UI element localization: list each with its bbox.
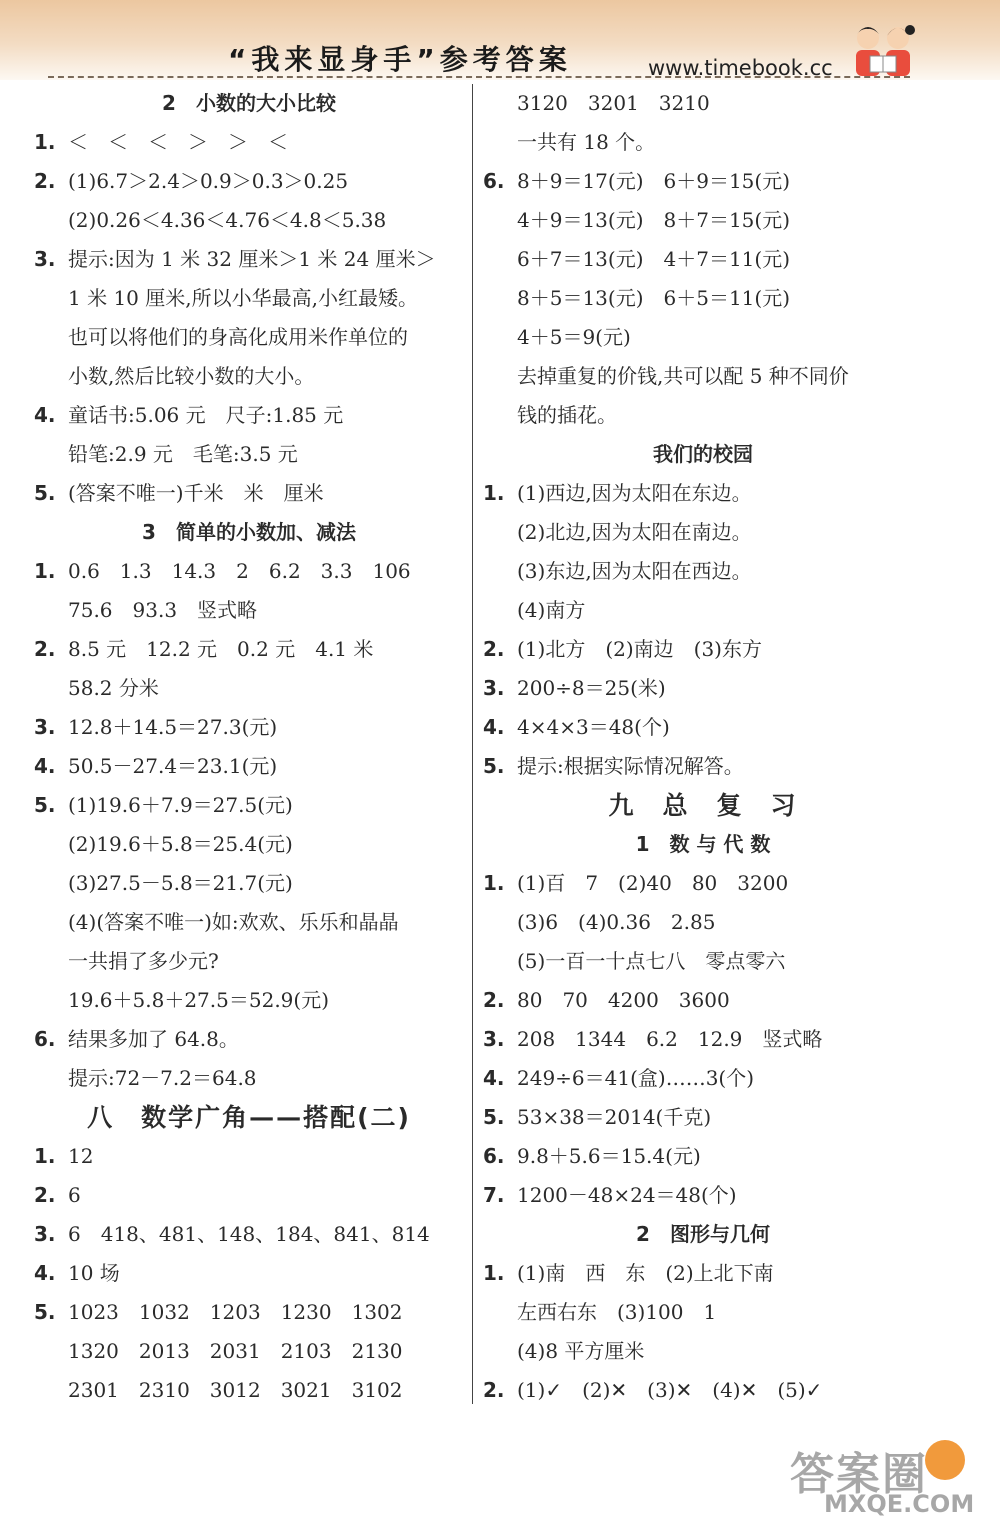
- answer-line: [34, 1371, 464, 1410]
- answer-text: 9.8＋5.6＝15.4(元): [517, 1144, 701, 1168]
- answer-line: [483, 1020, 923, 1059]
- watermark-site: MXQE.COM: [824, 1490, 975, 1518]
- answer-text: 3120 3201 3210: [517, 91, 710, 115]
- question-number: 1.: [34, 559, 56, 583]
- question-number: 3.: [34, 715, 56, 739]
- answer-text: 也可以将他们的身高化成用米作单位的: [68, 325, 408, 349]
- answer-text: 6: [68, 1183, 81, 1207]
- answer-text: (1)百 7 (2)40 80 3200: [517, 871, 789, 895]
- answer-line: [34, 1059, 464, 1098]
- question-number: 6.: [483, 169, 505, 193]
- answer-line: [34, 942, 464, 981]
- answer-text: 2301 2310 3012 3021 3102: [68, 1378, 403, 1402]
- question-number: 4.: [34, 754, 56, 778]
- answer-line: [483, 1176, 923, 1215]
- website-link[interactable]: www.timebook.cc: [648, 56, 833, 80]
- answer-line: [34, 1020, 464, 1059]
- answer-text: 80 70 4200 3600: [517, 988, 730, 1012]
- left-answer-column: [34, 84, 464, 1410]
- answer-line: [483, 1098, 923, 1137]
- answer-line: [483, 279, 923, 318]
- answer-line: [34, 474, 464, 513]
- answer-text: (1)南 西 东 (2)上北下南: [517, 1261, 774, 1285]
- answer-line: [483, 669, 923, 708]
- answer-line: [483, 396, 923, 435]
- answer-text: 0.6 1.3 14.3 2 6.2 3.3 106: [68, 559, 411, 583]
- answer-line: [483, 1059, 923, 1098]
- answer-text: (4)(答案不唯一)如:欢欢、乐乐和晶晶: [68, 910, 399, 934]
- answer-line: [34, 669, 464, 708]
- question-number: 4.: [483, 715, 505, 739]
- answer-line: [34, 1293, 464, 1332]
- question-number: 3.: [483, 1027, 505, 1051]
- answer-text: 提示:根据实际情况解答。: [517, 754, 744, 778]
- right-answer-column: [483, 84, 923, 1410]
- answer-line: [483, 357, 923, 396]
- question-number: 2.: [483, 988, 505, 1012]
- answer-text: 12: [68, 1144, 94, 1168]
- answer-text: (1)19.6＋7.9＝27.5(元): [68, 793, 293, 817]
- answer-line: [483, 747, 923, 786]
- answer-line: [34, 318, 464, 357]
- question-number: 7.: [483, 1183, 505, 1207]
- answer-line: [483, 1371, 923, 1410]
- answer-line: [34, 747, 464, 786]
- section-heading: 3 简单的小数加、减法: [142, 520, 356, 544]
- answer-text: (3)东边,因为太阳在西边。: [517, 559, 752, 583]
- answer-text: 249÷6＝41(盒)……3(个): [517, 1066, 755, 1090]
- answer-line: [34, 1254, 464, 1293]
- question-number: 1.: [483, 871, 505, 895]
- watermark: [790, 1438, 990, 1518]
- answer-line: [483, 240, 923, 279]
- answer-text: 58.2 分米: [68, 676, 159, 700]
- question-number: 1.: [34, 130, 56, 154]
- answer-line: [34, 552, 464, 591]
- answer-text: (1)✓ (2)✕ (3)✕ (4)✕ (5)✓: [517, 1378, 823, 1402]
- answer-text: 4＋9＝13(元) 8＋7＝15(元): [517, 208, 791, 232]
- answer-line: [483, 84, 923, 123]
- section-heading: 2 小数的大小比较: [162, 91, 336, 115]
- answer-text: 左西右东 (3)100 1: [517, 1300, 717, 1324]
- answer-text: 提示:因为 1 米 32 厘米＞1 米 24 厘米＞: [68, 247, 436, 271]
- question-number: 4.: [34, 403, 56, 427]
- answer-line: [34, 981, 464, 1020]
- question-number: 4.: [34, 1261, 56, 1285]
- answer-text: (1)西边,因为太阳在东边。: [517, 481, 752, 505]
- answer-line: [34, 1137, 464, 1176]
- answer-line: [483, 162, 923, 201]
- answer-text: (2)19.6＋5.8＝25.4(元): [68, 832, 293, 856]
- section-heading: 九 总 复 习: [608, 791, 798, 820]
- section-heading: 八 数学广角——搭配(二): [87, 1103, 411, 1132]
- answer-text: 8＋9＝17(元) 6＋9＝15(元): [517, 169, 791, 193]
- answer-text: 1 米 10 厘米,所以小华最高,小红最矮。: [68, 286, 418, 310]
- answer-line: [34, 708, 464, 747]
- answer-text: 钱的插花。: [517, 403, 617, 427]
- answer-text: 53×38＝2014(千克): [517, 1105, 712, 1129]
- answer-line: [34, 279, 464, 318]
- answer-line: [34, 786, 464, 825]
- answer-text: 4＋5＝9(元): [517, 325, 631, 349]
- question-number: 3.: [34, 1222, 56, 1246]
- answer-line: [34, 201, 464, 240]
- question-number: 5.: [483, 1105, 505, 1129]
- answer-line: [34, 240, 464, 279]
- answer-text: (3)27.5－5.8＝21.7(元): [68, 871, 293, 895]
- answer-text: 6 418、481、148、184、841、814: [68, 1222, 430, 1246]
- answer-text: (2)北边,因为太阳在南边。: [517, 520, 752, 544]
- answer-line: [483, 981, 923, 1020]
- answer-text: (3)6 (4)0.36 2.85: [517, 910, 716, 934]
- section-heading: 我们的校园: [653, 442, 753, 466]
- answer-text: 童话书:5.06 元 尺子:1.85 元: [68, 403, 344, 427]
- answer-line: [34, 1215, 464, 1254]
- answer-text: 一共有 18 个。: [517, 130, 656, 154]
- question-number: 3.: [34, 247, 56, 271]
- question-number: 1.: [34, 1144, 56, 1168]
- answer-text: 铅笔:2.9 元 毛笔:3.5 元: [68, 442, 298, 466]
- header-divider: [48, 76, 910, 78]
- answer-text: (4)8 平方厘米: [517, 1339, 645, 1363]
- answer-line: [34, 864, 464, 903]
- question-number: 5.: [34, 1300, 56, 1324]
- answer-text: 1320 2013 2031 2103 2130: [68, 1339, 403, 1363]
- answer-text: 208 1344 6.2 12.9 竖式略: [517, 1027, 823, 1051]
- answer-text: 12.8＋14.5＝27.3(元): [68, 715, 278, 739]
- answer-text: 4×4×3＝48(个): [517, 715, 670, 739]
- answer-text: (1)北方 (2)南边 (3)东方: [517, 637, 762, 661]
- answer-text: 1200－48×24＝48(个): [517, 1183, 737, 1207]
- answer-text: 8＋5＝13(元) 6＋5＝11(元): [517, 286, 791, 310]
- question-number: 6.: [483, 1144, 505, 1168]
- question-number: 2.: [483, 637, 505, 661]
- question-number: 4.: [483, 1066, 505, 1090]
- answer-line: [34, 162, 464, 201]
- answer-text: 10 场: [68, 1261, 120, 1285]
- answer-line: [483, 318, 923, 357]
- question-number: 2.: [483, 1378, 505, 1402]
- kids-reading-illustration: [848, 16, 918, 82]
- answer-text: (答案不唯一)千米 米 厘米: [68, 481, 324, 505]
- answer-text: 50.5－27.4＝23.1(元): [68, 754, 278, 778]
- answer-text: 去掉重复的价钱,共可以配 5 种不同价: [517, 364, 849, 388]
- answer-line: [483, 1254, 923, 1293]
- watermark-text: 答案圈: [790, 1449, 928, 1500]
- answer-line: [483, 1293, 923, 1332]
- answer-text: 19.6＋5.8＋27.5＝52.9(元): [68, 988, 330, 1012]
- answer-line: [34, 591, 464, 630]
- answer-line: [34, 123, 464, 162]
- question-number: 6.: [34, 1027, 56, 1051]
- answer-line: [483, 123, 923, 162]
- answer-line: [483, 591, 923, 630]
- question-number: 1.: [483, 1261, 505, 1285]
- question-number: 2.: [34, 1183, 56, 1207]
- question-number: 5.: [483, 754, 505, 778]
- column-divider: [472, 84, 473, 1404]
- answer-text: 75.6 93.3 竖式略: [68, 598, 258, 622]
- question-number: 3.: [483, 676, 505, 700]
- answer-text: 小数,然后比较小数的大小。: [68, 364, 315, 388]
- question-number: 1.: [483, 481, 505, 505]
- answer-line: [483, 708, 923, 747]
- section-heading: 1 数 与 代 数: [635, 832, 771, 856]
- answer-line: [34, 396, 464, 435]
- answer-line: [483, 474, 923, 513]
- answer-line: [483, 552, 923, 591]
- answer-line: [34, 630, 464, 669]
- answer-text: 8.5 元 12.2 元 0.2 元 4.1 米: [68, 637, 374, 661]
- answer-text: ＜ ＜ ＜ ＞ ＞ ＜: [68, 130, 288, 154]
- answer-line: [483, 513, 923, 552]
- question-number: 2.: [34, 169, 56, 193]
- answer-line: [483, 864, 923, 903]
- answer-text: 提示:72－7.2＝64.8: [68, 1066, 257, 1090]
- answer-line: [483, 201, 923, 240]
- answer-line: [483, 903, 923, 942]
- answer-line: [483, 1332, 923, 1371]
- section-heading: 2 图形与几何: [636, 1222, 770, 1246]
- answer-text: 结果多加了 64.8。: [68, 1027, 239, 1051]
- answer-text: 200÷8＝25(米): [517, 676, 666, 700]
- answer-text: (5)一百一十点七八 零点零六: [517, 949, 786, 973]
- answer-text: (4)南方: [517, 598, 586, 622]
- answer-line: [34, 357, 464, 396]
- page-title: “我来显身手”参考答案: [228, 43, 572, 76]
- question-number: 5.: [34, 481, 56, 505]
- answer-text: 一共捐了多少元?: [68, 949, 219, 973]
- question-number: 5.: [34, 793, 56, 817]
- question-number: 2.: [34, 637, 56, 661]
- answer-line: [34, 1332, 464, 1371]
- answer-line: [483, 1137, 923, 1176]
- answer-text: (2)0.26＜4.36＜4.76＜4.8＜5.38: [68, 208, 387, 232]
- answer-line: [34, 825, 464, 864]
- answer-line: [483, 630, 923, 669]
- answer-line: [483, 942, 923, 981]
- answer-line: [34, 903, 464, 942]
- answer-line: [34, 1176, 464, 1215]
- answer-text: 1023 1032 1203 1230 1302: [68, 1300, 403, 1324]
- answer-text: 6＋7＝13(元) 4＋7＝11(元): [517, 247, 791, 271]
- answer-text: (1)6.7＞2.4＞0.9＞0.3＞0.25: [68, 169, 349, 193]
- answer-line: [34, 435, 464, 474]
